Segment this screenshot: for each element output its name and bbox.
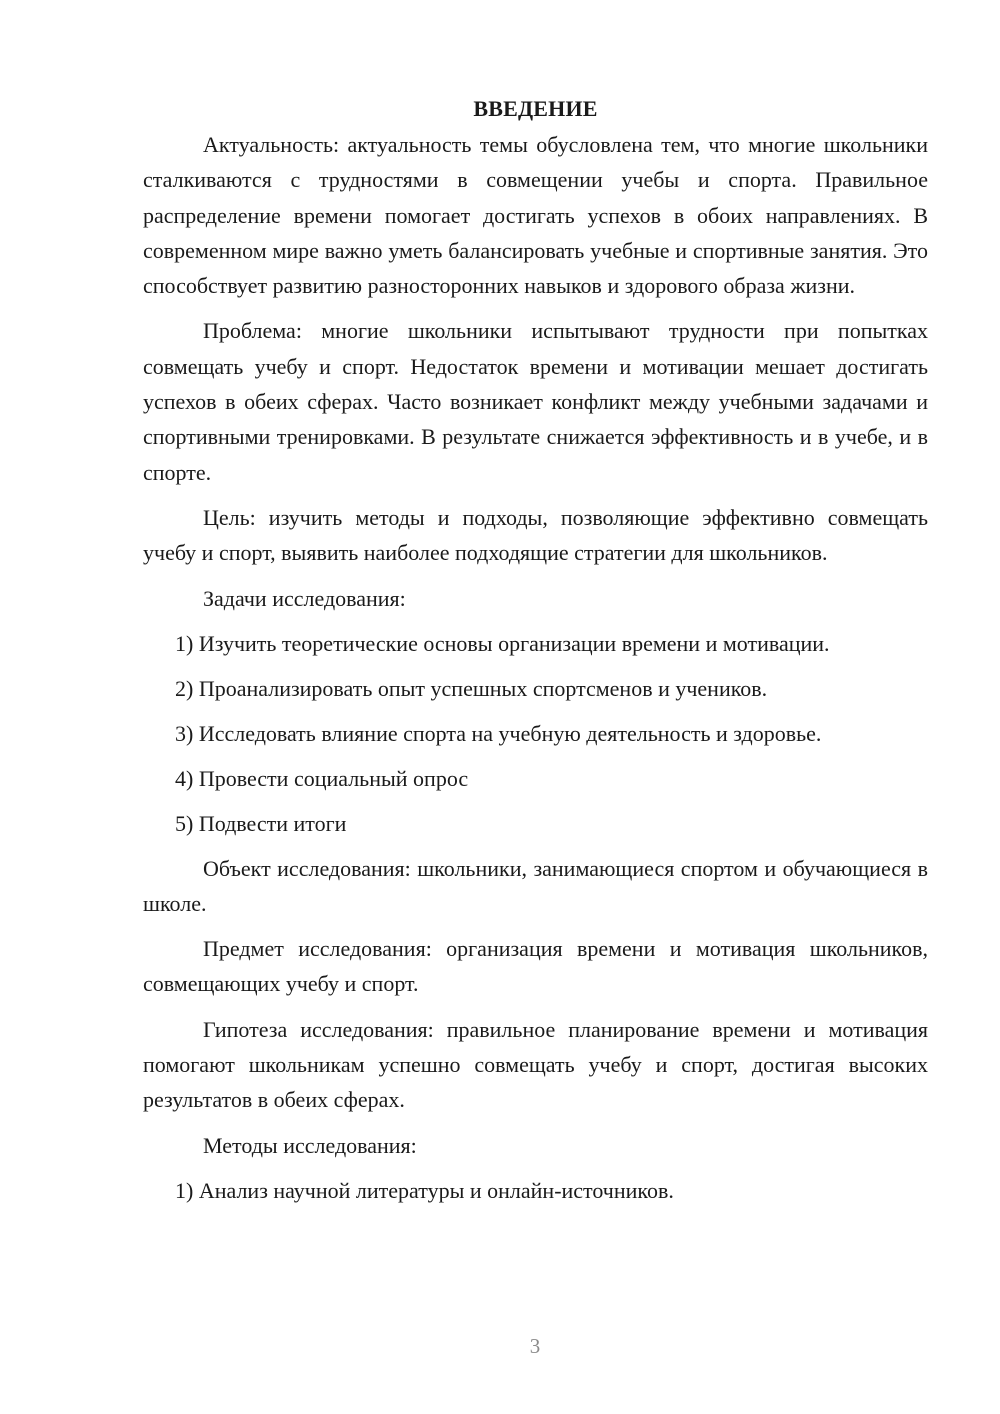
list-item: 1) Изучить теоретические основы организации времени и мотивации. (175, 630, 830, 656)
list-item: 2) Проанализировать опыт успешных спортсменов и учеников. (175, 675, 768, 701)
tasks-list (143, 626, 928, 841)
methods-list (143, 1173, 928, 1208)
list-item: 5) Подвести итоги (175, 810, 347, 836)
object-paragraph: Объект исследования: школьники, занимающиеся спортом и обучающиеся в школе. (143, 855, 928, 916)
relevance-paragraph: Актуальность: актуальность темы обусловлена тем, что многие школьники сталкиваются с трудностями в совмещении учебы и спорта. Правильное распределение времени помогает достигать успехов в обоих направлениях. В современном мире важно уметь балансировать учебные и спортивные занятия. Это способствует развитию разносторонних навыков и здорового образа жизни. (143, 132, 928, 299)
methods-heading: Методы исследования: (203, 1132, 417, 1158)
document-page (143, 92, 928, 1218)
goal-paragraph: Цель: изучить методы и подходы, позволяющие эффективно совмещать учебу и спорт, выявить наиболее подходящие стратегии для школьников. (143, 504, 928, 566)
tasks-heading: Задачи исследования: (203, 585, 406, 611)
page-title: ВВЕДЕНИЕ (473, 96, 598, 121)
page-number: 3 (529, 1334, 541, 1358)
list-item: 3) Исследовать влияние спорта на учебную деятельность и здоровье. (175, 720, 822, 746)
subject-paragraph: Предмет исследования: организация времени и мотивация школьников, совмещающих учебу и спорт. (143, 936, 928, 997)
list-item: 1) Анализ научной литературы и онлайн-источников. (175, 1177, 674, 1203)
hypothesis-paragraph: Гипотеза исследования: правильное планирование времени и мотивация помогают школьникам успешно совмещать учебу и спорт, достигая высоких результатов в обеих сферах. (143, 1016, 928, 1113)
list-item: 4) Провести социальный опрос (175, 765, 469, 791)
problem-paragraph: Проблема: многие школьники испытывают трудности при попытках совмещать учебу и спорт. Недостаток времени и мотивации мешает достигать успехов в обеих сферах. Часто возникает конфликт между учебными задачами и спортивными тренировками. В результате снижается эффективность и в учебе, и в спорте. (143, 318, 928, 485)
